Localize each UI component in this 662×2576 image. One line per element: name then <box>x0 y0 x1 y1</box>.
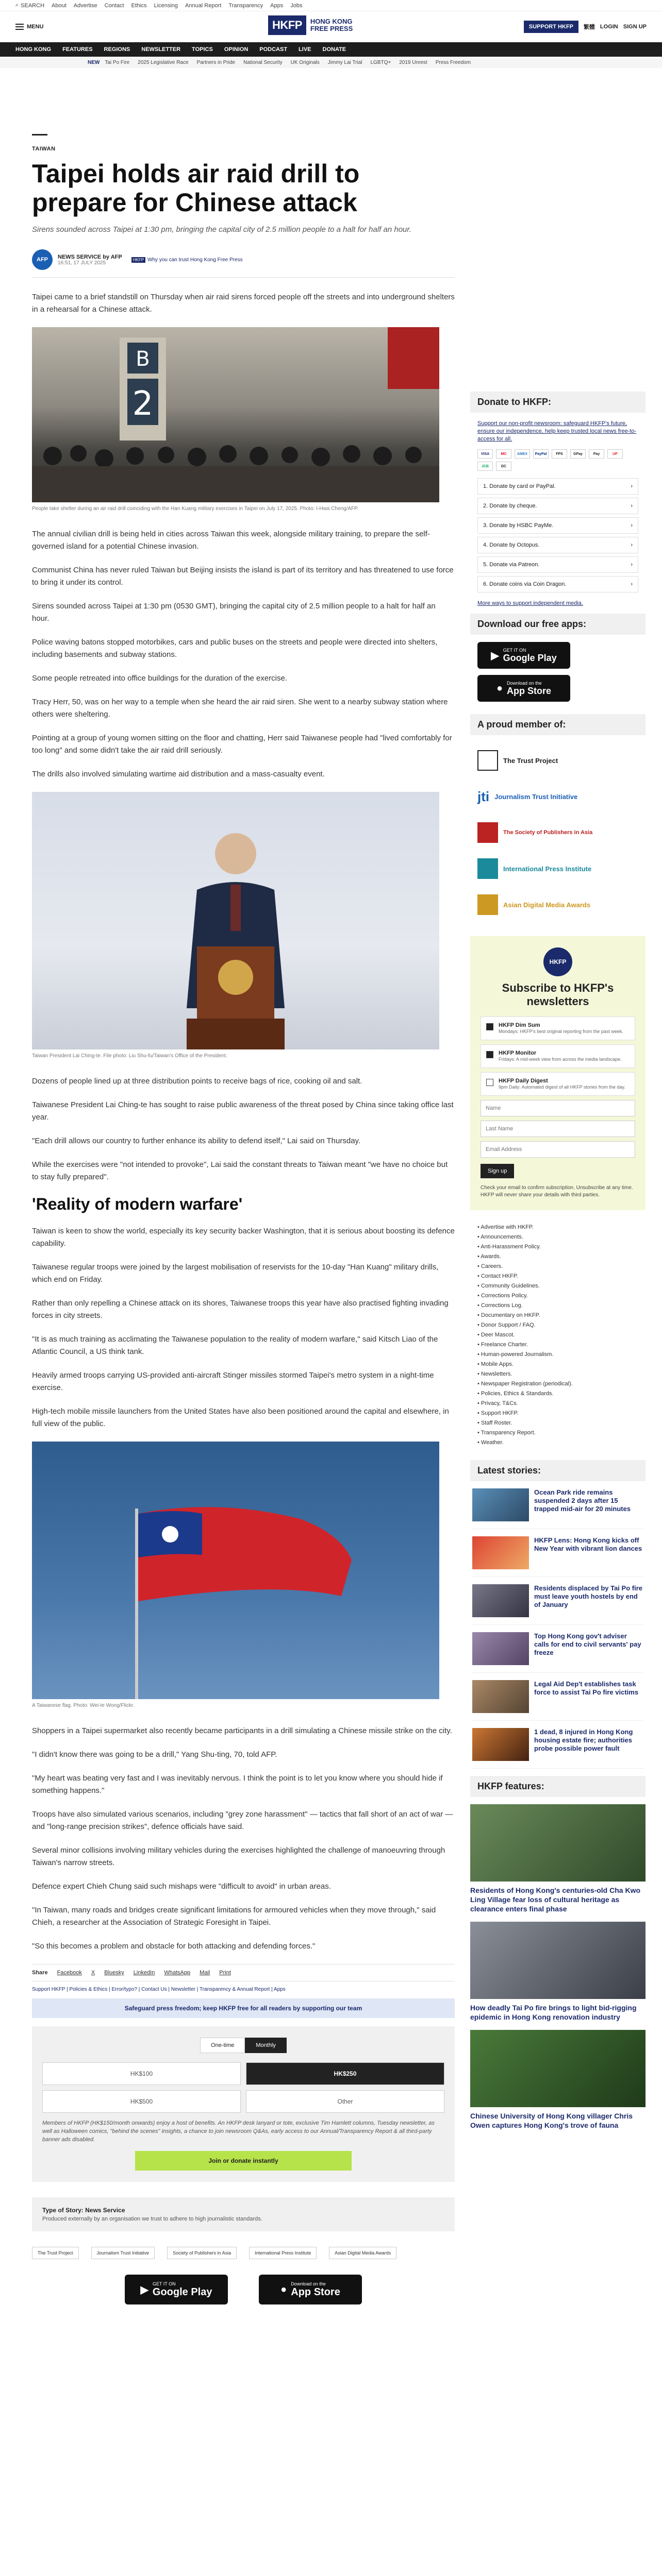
info-link[interactable]: • Mobile Apps. <box>477 1361 514 1367</box>
member-heading: A proud member of: <box>470 714 646 735</box>
publish-date: 16:51, 17 JULY 2025 <box>58 260 106 266</box>
member-logo[interactable] <box>477 778 638 815</box>
donate-method[interactable] <box>477 576 638 592</box>
amount-option[interactable]: HK$500 <box>42 2090 241 2113</box>
paragraph: Several minor collisions involving military vehicles during the exercises highlighted the challenge of manoeuvring through Taiwan's narrow streets. <box>32 1846 445 1867</box>
play-icon: ▶ <box>140 2284 148 2296</box>
feature-image <box>470 1804 646 1882</box>
trending-bar <box>0 57 662 68</box>
features-heading: HKFP features: <box>470 1776 646 1797</box>
info-link[interactable]: • Anti-Harassment Policy. <box>477 1244 541 1250</box>
menu-button[interactable] <box>15 24 43 30</box>
latest-list <box>470 1488 646 1769</box>
gpay-icon: GPay <box>570 449 586 459</box>
option-desc: Mondays: HKFP's best original reporting from the past week. <box>499 1029 623 1034</box>
member-name: Asian Digital Media Awards <box>503 901 591 909</box>
store-small: Download on the <box>507 680 542 686</box>
trending-link[interactable]: 2025 Legislative Race <box>138 59 189 65</box>
app-store-text <box>291 2281 340 2298</box>
member-logo[interactable]: The Trust Project <box>32 2247 79 2259</box>
top-link[interactable]: Contact <box>104 2 124 9</box>
top-link[interactable]: Transparency <box>228 2 263 9</box>
donate-method[interactable] <box>477 478 638 495</box>
option-desc: Fridays: A mid-week view from across the media landscape. <box>499 1057 622 1062</box>
article-standfirst: Sirens sounded across Taipei at 1:30 pm, bringing the capital city of 2.5 million people to a halt for half an hour. <box>32 225 411 234</box>
story-type-desc: Produced externally by an organisation we trust to adhere to high journalistic standards. <box>42 2216 262 2222</box>
hamburger-icon <box>15 24 24 30</box>
paragraph: Sirens sounded across Taipei at 1:30 pm (0530 GMT), bringing the capital city of 2.5 million people to a halt for half an hour. <box>32 602 436 623</box>
amount-option[interactable]: Other <box>246 2090 444 2113</box>
store-label: App Store <box>291 2286 340 2298</box>
member-logo[interactable] <box>477 851 638 887</box>
donate-method-label: 3. Donate by HSBC PayMe. <box>483 522 554 529</box>
frequency-toggle <box>42 2038 444 2053</box>
app-store-buttons <box>32 2269 455 2310</box>
paragraph: Pointing at a group of young women sitting on the floor and chatting, Herr said Taiwanese people had "lived comfortably for too long" and some didn't take the air raid drill seriously. <box>32 734 452 755</box>
logo-mark: HKFP <box>268 15 306 35</box>
newsletter-option[interactable] <box>481 1016 635 1040</box>
flag-photo-art <box>32 1442 439 1699</box>
section-heading: 'Reality of modern warfare' <box>32 1195 243 1213</box>
app-store-text <box>507 681 551 697</box>
member-name: International Press Institute <box>503 865 592 873</box>
google-play-button[interactable] <box>125 2275 228 2304</box>
chevron-right-icon: › <box>631 542 633 548</box>
paragraph: Some people retreated into office buildings for the duration of the exercise. <box>32 674 288 683</box>
paragraph: Rather than only repelling a Chinese attack on its shores, Taiwanese troops this year have also practised fighting invading forces in city streets. <box>32 1299 449 1320</box>
latest-story[interactable] <box>472 1680 643 1721</box>
trending-link[interactable]: 2019 Unrest <box>399 59 427 65</box>
story-type-title: Type of Story: News Service <box>42 2207 125 2214</box>
nav-item[interactable]: OPINION <box>224 46 249 53</box>
newsletter-footnote: Check your email to confirm subscription. Unsubscribe at any time. HKFP will never share your details with third parties. <box>481 1185 633 1198</box>
info-link[interactable]: • Freelance Charter. <box>477 1342 528 1348</box>
info-link[interactable]: • Newspaper Registration (periodical). <box>477 1381 573 1387</box>
feature-title: Residents of Hong Kong's centuries-old Cha Kwo Ling Village fear loss of cultural heritage as clearance enters final phase <box>470 1886 641 1913</box>
latest-story[interactable] <box>472 1728 643 1769</box>
menu-label: MENU <box>27 24 44 30</box>
info-link[interactable]: • Announcements. <box>477 1234 523 1240</box>
main-nav <box>0 42 662 57</box>
latest-story[interactable] <box>472 1584 643 1625</box>
trending-link[interactable]: Partners in Pride <box>196 59 236 65</box>
paragraph: Police waving batons stopped motorbikes, cars and public buses on the streets and people were directed into shelters, including basements and subway stations. <box>32 638 438 659</box>
kicker-rule <box>32 134 47 135</box>
donate-text[interactable] <box>470 420 646 443</box>
paragraph: "In Taiwan, many roads and bridges create significant limitations for armoured vehicles when they move through," said Chieh, a researcher at the Association of Strategic Foresight in Taipei. <box>32 1906 436 1927</box>
latest-story[interactable] <box>472 1632 643 1673</box>
info-link[interactable]: • Community Guidelines. <box>477 1283 540 1289</box>
paragraph: "I didn't know there was going to be a drill," Yang Shu-ting, 70, told AFP. <box>32 1750 277 1759</box>
info-link[interactable]: • Documentary on HKFP. <box>477 1312 540 1318</box>
jti-icon: jti <box>477 788 490 804</box>
info-link[interactable]: • Contact HKFP. <box>477 1273 518 1279</box>
member-logo[interactable]: Society of Publishers in Asia <box>167 2247 237 2259</box>
paragraph: Taiwanese President Lai Ching-te has sought to raise public awareness of the threat posed by China since taking office last year. <box>32 1100 454 1122</box>
share-label: Share <box>32 1970 48 1976</box>
chevron-right-icon: › <box>631 503 633 509</box>
monthly-option[interactable]: Monthly <box>245 2038 287 2053</box>
google-play-button[interactable] <box>477 642 570 669</box>
paragraph: High-tech mobile missile launchers from the United States have also been positioned around the capital and elsewhere, in full view of the public. <box>32 1407 449 1428</box>
apple-icon: ● <box>280 2283 287 2295</box>
info-link[interactable]: • Donor Support / FAQ. <box>477 1322 536 1328</box>
trust-project-icon <box>477 750 498 771</box>
photo-caption: A Taiwanese flag. Photo: Wei-te Wong/Flickr. <box>32 1703 135 1708</box>
story-type-box <box>32 2197 455 2231</box>
paragraph: "It is as much training as acclimating the Taiwanese population to the reality of modern warfare," said Kitsch Liao of the Atlantic Council, a US think tank. <box>32 1335 438 1356</box>
amex-icon: AMEX <box>515 449 530 459</box>
donate-method-label: 6. Donate coins via Coin Dragon. <box>483 581 567 587</box>
first-name-input[interactable] <box>481 1100 635 1116</box>
member-name: The Trust Project <box>503 756 558 765</box>
paragraph: Dozens of people lined up at three distribution points to receive bags of rice, cooking oil and salt. <box>32 1077 362 1086</box>
store-label: App Store <box>507 685 552 696</box>
member-logo[interactable] <box>477 742 638 778</box>
email-input[interactable] <box>481 1141 635 1158</box>
info-link[interactable]: • Deer Mascot. <box>477 1332 515 1338</box>
trust-label: Why you can trust Hong Kong Free Press <box>147 257 243 263</box>
info-link[interactable]: • Careers. <box>477 1263 503 1269</box>
top-link[interactable]: Advertise <box>73 2 97 9</box>
story-thumbnail <box>472 1536 529 1569</box>
masthead-actions <box>524 21 647 33</box>
member-name: Journalism Trust Initiative <box>494 792 578 801</box>
info-link[interactable]: • Newsletters. <box>477 1371 512 1377</box>
visa-icon: VISA <box>477 449 493 459</box>
trending-link[interactable]: National Security <box>243 59 283 65</box>
president-photo-art <box>32 792 439 1049</box>
donate-method[interactable] <box>477 498 638 514</box>
adma-icon <box>477 894 498 915</box>
checkbox-checked[interactable] <box>486 1023 493 1030</box>
member-name: The Society of Publishers in Asia <box>503 829 593 836</box>
feature-story[interactable] <box>470 1804 646 1913</box>
trending-link[interactable]: Press Freedom <box>435 59 471 65</box>
logo-wordmark <box>310 18 353 32</box>
sopa-icon <box>477 822 498 843</box>
top-link-search[interactable]: ⌕ SEARCH <box>15 2 45 9</box>
info-link[interactable]: • Weather. <box>477 1439 504 1446</box>
jcb-icon: JCB <box>477 462 493 471</box>
story-thumbnail <box>472 1728 529 1761</box>
store-label: Google Play <box>152 2286 212 2298</box>
story-title: Top Hong Kong gov't adviser calls for end to civil servants' pay freeze <box>534 1632 641 1656</box>
nav-item[interactable]: LIVE <box>299 46 311 53</box>
chevron-right-icon: › <box>631 483 633 489</box>
option-title: HKFP Dim Sum <box>499 1022 540 1028</box>
google-play-text <box>503 648 557 664</box>
story-title: 1 dead, 8 injured in Hong Kong housing estate fire; authorities probe possible power fault <box>534 1728 633 1752</box>
top-link[interactable]: Apps <box>270 2 284 9</box>
byline-text <box>58 254 122 266</box>
more-ways-link[interactable]: More ways to support independent media. <box>477 600 583 606</box>
info-link[interactable]: • Advertise with HKFP. <box>477 1224 534 1230</box>
newsletter-option[interactable] <box>481 1072 635 1096</box>
member-logo[interactable] <box>477 887 638 923</box>
donate-method-label: 2. Donate by cheque. <box>483 503 537 509</box>
support-button[interactable]: SUPPORT HKFP <box>524 21 578 33</box>
story-thumbnail <box>472 1680 529 1713</box>
feature-image <box>470 2030 646 2107</box>
option-title: HKFP Daily Digest <box>499 1078 548 1084</box>
share-linkedin-link[interactable]: LinkedIn <box>133 1970 155 1976</box>
article <box>32 134 455 2310</box>
paragraph: Communist China has never ruled Taiwan but Beijing insists the island is part of its territory and has threatened to use force to bring it under its control. <box>32 566 454 587</box>
site-logo[interactable] <box>268 15 353 35</box>
svg-text:B: B <box>136 347 150 371</box>
photo-air-raid-shelter <box>32 327 439 502</box>
fps-icon: FPS <box>552 449 567 459</box>
donate-method[interactable] <box>477 556 638 573</box>
article-footer-links[interactable]: Support HKFP | Policies & Ethics | Error/typo? | Contact Us | Newsletter | Transparency & Annual Report | Apps <box>32 1987 286 1992</box>
mastercard-icon: MC <box>496 449 511 459</box>
google-play-text <box>153 2281 212 2298</box>
trust-badge-icon: HKFP <box>131 257 145 263</box>
chevron-right-icon: › <box>631 581 633 587</box>
app-store-button[interactable] <box>477 675 570 702</box>
trending-link[interactable]: Tai Po Fire <box>105 59 130 65</box>
nav-item[interactable]: TOPICS <box>192 46 213 53</box>
share-bluesky-link[interactable]: Bluesky <box>104 1970 124 1976</box>
article-title: Taipei holds air raid drill to prepare for Chinese attack <box>32 159 360 217</box>
member-list <box>470 742 646 923</box>
store-small: GET IT ON <box>152 2281 176 2286</box>
story-title: HKFP Lens: Hong Kong kicks off New Year with vibrant lion dances <box>534 1536 642 1552</box>
info-link[interactable]: • Staff Roster. <box>477 1420 512 1426</box>
share-print-link[interactable]: Print <box>219 1970 231 1976</box>
top-link[interactable]: About <box>52 2 67 9</box>
photo-taiwan-flag <box>32 1442 439 1699</box>
checkbox[interactable] <box>486 1079 493 1086</box>
feature-title: Chinese University of Hong Kong villager Chris Owen captures Hong Kong's trove of fauna <box>470 2112 633 2129</box>
amount-option[interactable]: HK$250 <box>246 2062 444 2085</box>
feature-story[interactable] <box>470 1922 646 2022</box>
member-logos <box>32 2242 455 2269</box>
signup-link[interactable]: SIGN UP <box>623 24 647 30</box>
chevron-right-icon: › <box>631 522 633 529</box>
nav-item[interactable]: NEWSLETTER <box>141 46 181 53</box>
logo-line: FREE PRESS <box>310 25 353 32</box>
last-name-input[interactable] <box>481 1121 635 1137</box>
info-link[interactable]: • Corrections Policy. <box>477 1293 528 1299</box>
donate-heading: Donate to HKFP: <box>470 392 646 413</box>
newsletter-option-text <box>499 1050 622 1062</box>
info-links <box>470 1223 646 1448</box>
donate-method-label: 1. Donate by card or PayPal. <box>483 483 556 489</box>
paypal-icon: PayPal <box>533 449 549 459</box>
apps-heading: Download our free apps: <box>470 614 646 635</box>
donate-method-label: 5. Donate via Patreon. <box>483 562 540 568</box>
info-link[interactable]: • Awards. <box>477 1253 501 1260</box>
svg-text:2: 2 <box>132 385 154 423</box>
donate-method[interactable] <box>477 517 638 534</box>
info-link[interactable]: • Policies, Ethics & Standards. <box>477 1391 554 1397</box>
article-kicker[interactable]: TAIWAN <box>32 146 56 152</box>
more-ways[interactable] <box>470 600 646 607</box>
trending-link[interactable]: Jimmy Lai Trial <box>327 59 362 65</box>
store-small: Download on the <box>291 2281 326 2286</box>
paragraph: Defence expert Chieh Chung said such mishaps were "difficult to avoid" in urban areas. <box>32 1882 331 1891</box>
paragraph: Taiwanese regular troops were joined by the largest mobilisation of reservists for the 10-day "Han Kuang" military drills, which end on Friday. <box>32 1263 439 1284</box>
option-desc: 9pm Daily: Automated digest of all HKFP stories from the day. <box>499 1084 625 1090</box>
app-store-button[interactable] <box>259 2275 362 2304</box>
donate-text-link[interactable]: Support our non-profit newsroom: safeguard HKFP's future, ensure our independence, help keep trusted local news free-to-access for all. <box>477 420 637 442</box>
paragraph: "My heart was beating very fast and I was inevitably nervous. I think the point is to let you know where you should hide if something happens." <box>32 1774 443 1795</box>
option-title: HKFP Monitor <box>499 1050 537 1056</box>
unionpay-icon: UP <box>607 449 623 459</box>
photo-president-lai <box>32 792 439 1049</box>
photo-caption: People take shelter during an air raid drill coinciding with the Han Kuang military exercises in Taipei on July 17, 2025. Photo: I-Hwa Cheng/AFP. <box>32 506 359 512</box>
latest-story[interactable] <box>472 1536 643 1577</box>
shelter-photo-art <box>32 327 439 502</box>
member-logo[interactable] <box>477 815 638 851</box>
photo-caption: Taiwan President Lai Ching-te. File photo: Liu Shu-fu/Taiwan's Office of the President. <box>32 1053 227 1059</box>
story-thumbnail <box>472 1488 529 1521</box>
paragraph: The annual civilian drill is being held in cities across Taiwan this week, alongside military training, to prepare the self-governed island for a potential Chinese invasion. <box>32 530 430 551</box>
paragraph: Taipei came to a brief standstill on Thursday when air raid sirens forced people off the streets and into underground shelters in a rehearsal for a Chinese attack. <box>32 293 455 314</box>
info-link[interactable]: • Transparency Report. <box>477 1430 536 1436</box>
store-small: GET IT ON <box>503 647 526 653</box>
paragraph: "Each drill allows our country to further enhance its ability to defend itself," Lai said on Thursday. <box>32 1137 361 1145</box>
one-time-option[interactable]: One-time <box>200 2038 245 2053</box>
newsletter-option[interactable] <box>481 1044 635 1068</box>
logo-line: HONG KONG <box>310 18 353 25</box>
top-link[interactable]: Annual Report <box>185 2 222 9</box>
newsletter-box <box>470 936 646 1210</box>
share-facebook-link[interactable]: Facebook <box>57 1970 82 1976</box>
paragraph: "So this becomes a problem and obstacle for both attacking and defending forces." <box>32 1942 316 1951</box>
play-icon: ▶ <box>491 650 499 662</box>
latest-story[interactable] <box>472 1488 643 1529</box>
share-bar <box>32 1964 455 1981</box>
info-link[interactable]: • Privacy, T&Cs. <box>477 1400 518 1406</box>
paragraph: Heavily armed troops carrying US-provided anti-aircraft Stinger missiles stormed Taipei's metro system in a night-time exercise. <box>32 1371 434 1392</box>
store-label: Google Play <box>503 652 557 663</box>
byline <box>32 246 455 278</box>
login-link[interactable]: LOGIN <box>600 24 618 30</box>
share-x-link[interactable]: X <box>91 1970 95 1976</box>
story-thumbnail <box>472 1584 529 1617</box>
chevron-right-icon: › <box>631 562 633 568</box>
author-name[interactable]: NEWS SERVICE by AFP <box>58 253 122 260</box>
top-link[interactable]: Ethics <box>131 2 147 9</box>
donate-methods <box>470 478 646 592</box>
info-link[interactable]: • Corrections Log. <box>477 1302 523 1309</box>
signup-button[interactable]: Sign up <box>481 1164 514 1178</box>
top-link[interactable]: Licensing <box>154 2 178 9</box>
paragraph: Shoppers in a Taipei supermarket also recently became participants in a drill simulating a Chinese missile strike on the city. <box>32 1726 452 1735</box>
info-link[interactable]: • Support HKFP. <box>477 1410 519 1416</box>
newsletter-option-text <box>499 1022 623 1035</box>
apple-icon: ● <box>496 682 503 694</box>
nav-item[interactable]: DONATE <box>322 46 346 53</box>
paragraph: Troops have also simulated various scenarios, including "grey zone harassment" — tactics that fall short of an act of war — and "long-range precision strikes", defence officials have said. <box>32 1810 453 1831</box>
story-title: Legal Aid Dep't establishes task force to assist Tai Po fire victims <box>534 1680 639 1696</box>
support-promo[interactable]: Safeguard press freedom; keep HKFP free for all readers by supporting our team <box>32 1998 455 2018</box>
apple-pay-icon: Pay <box>589 449 604 459</box>
paragraph: The drills also involved simulating wartime aid distribution and a mass-casualty event. <box>32 770 325 778</box>
payment-methods <box>470 449 646 471</box>
top-link[interactable]: Jobs <box>290 2 303 9</box>
nav-item[interactable]: PODCAST <box>259 46 288 53</box>
feature-image <box>470 1922 646 1999</box>
trending-label: NEW <box>88 59 100 65</box>
trust-link[interactable] <box>131 257 243 263</box>
membership-note: Members of HKFP (HK$150/month onwards) enjoy a host of benefits. An HKFP desk lanyard or tote, exclusive Tim Hamlett columns, Tuesday newsletter, as well as Halloween comics, "behind the scenes" insights, a chance to join newsroom Q&As, early access to our Annual/Transparency Report & all third-party banner ads disabled. <box>42 2120 435 2143</box>
story-title: Ocean Park ride remains suspended 2 days after 15 trapped mid-air for 20 minutes <box>534 1488 631 1513</box>
paragraph: While the exercises were "not intended to provoke", Lai said the constant threats to Taiwan meant "we have no choice but to stay fully prepared". <box>32 1160 448 1181</box>
feature-title: How deadly Tai Po fire brings to light bid-rigging epidemic in Hong Kong renovation industry <box>470 2004 637 2021</box>
newsletter-badge: HKFP <box>543 947 572 976</box>
sidebar <box>470 392 646 2138</box>
share-whatsapp-link[interactable]: WhatsApp <box>164 1970 191 1976</box>
nav-item[interactable]: REGIONS <box>104 46 130 53</box>
checkbox-checked[interactable] <box>486 1051 493 1058</box>
story-title: Residents displaced by Tai Po fire must leave youth hostels by end of January <box>534 1584 642 1608</box>
language-toggle[interactable]: 繁體 <box>583 24 595 30</box>
author-avatar[interactable]: AFP <box>32 249 53 270</box>
story-thumbnail <box>472 1632 529 1665</box>
utility-bar <box>0 0 662 11</box>
donate-method[interactable] <box>477 537 638 553</box>
join-donate-button[interactable]: Join or donate instantly <box>135 2151 352 2171</box>
top-link-label: SEARCH <box>21 2 45 9</box>
nav-item[interactable]: HONG KONG <box>15 46 52 53</box>
member-logo[interactable]: International Press Institute <box>249 2247 317 2259</box>
feature-story[interactable] <box>470 2030 646 2130</box>
member-logo[interactable]: Asian Digital Media Awards <box>329 2247 396 2259</box>
donate-method-label: 4. Donate by Octopus. <box>483 542 540 548</box>
nav-item[interactable]: FEATURES <box>62 46 93 53</box>
share-mail-link[interactable]: Mail <box>200 1970 210 1976</box>
trending-link[interactable]: UK Originals <box>290 59 320 65</box>
diners-icon: DC <box>496 462 511 471</box>
amount-option[interactable]: HK$100 <box>42 2062 241 2085</box>
newsletter-title: Subscribe to HKFP's newsletters <box>502 981 614 1008</box>
ipi-icon <box>477 858 498 879</box>
paragraph: Tracy Herr, 50, was on her way to a temple when she heard the air raid siren. She went to a nearby subway station where others were sheltering. <box>32 698 448 719</box>
paragraph: Taiwan is keen to show the world, especially its key security backer Washington, that it is serious about boosting its defence capability. <box>32 1227 455 1248</box>
trending-link[interactable]: LGBTQ+ <box>370 59 391 65</box>
newsletter-option-text <box>499 1078 625 1090</box>
latest-heading: Latest stories: <box>470 1460 646 1481</box>
donate-widget <box>32 2026 455 2182</box>
member-logo[interactable]: Journalism Trust Initiative <box>91 2247 155 2259</box>
info-link[interactable]: • Human-powered Journalism. <box>477 1351 554 1358</box>
amount-options <box>42 2062 444 2113</box>
